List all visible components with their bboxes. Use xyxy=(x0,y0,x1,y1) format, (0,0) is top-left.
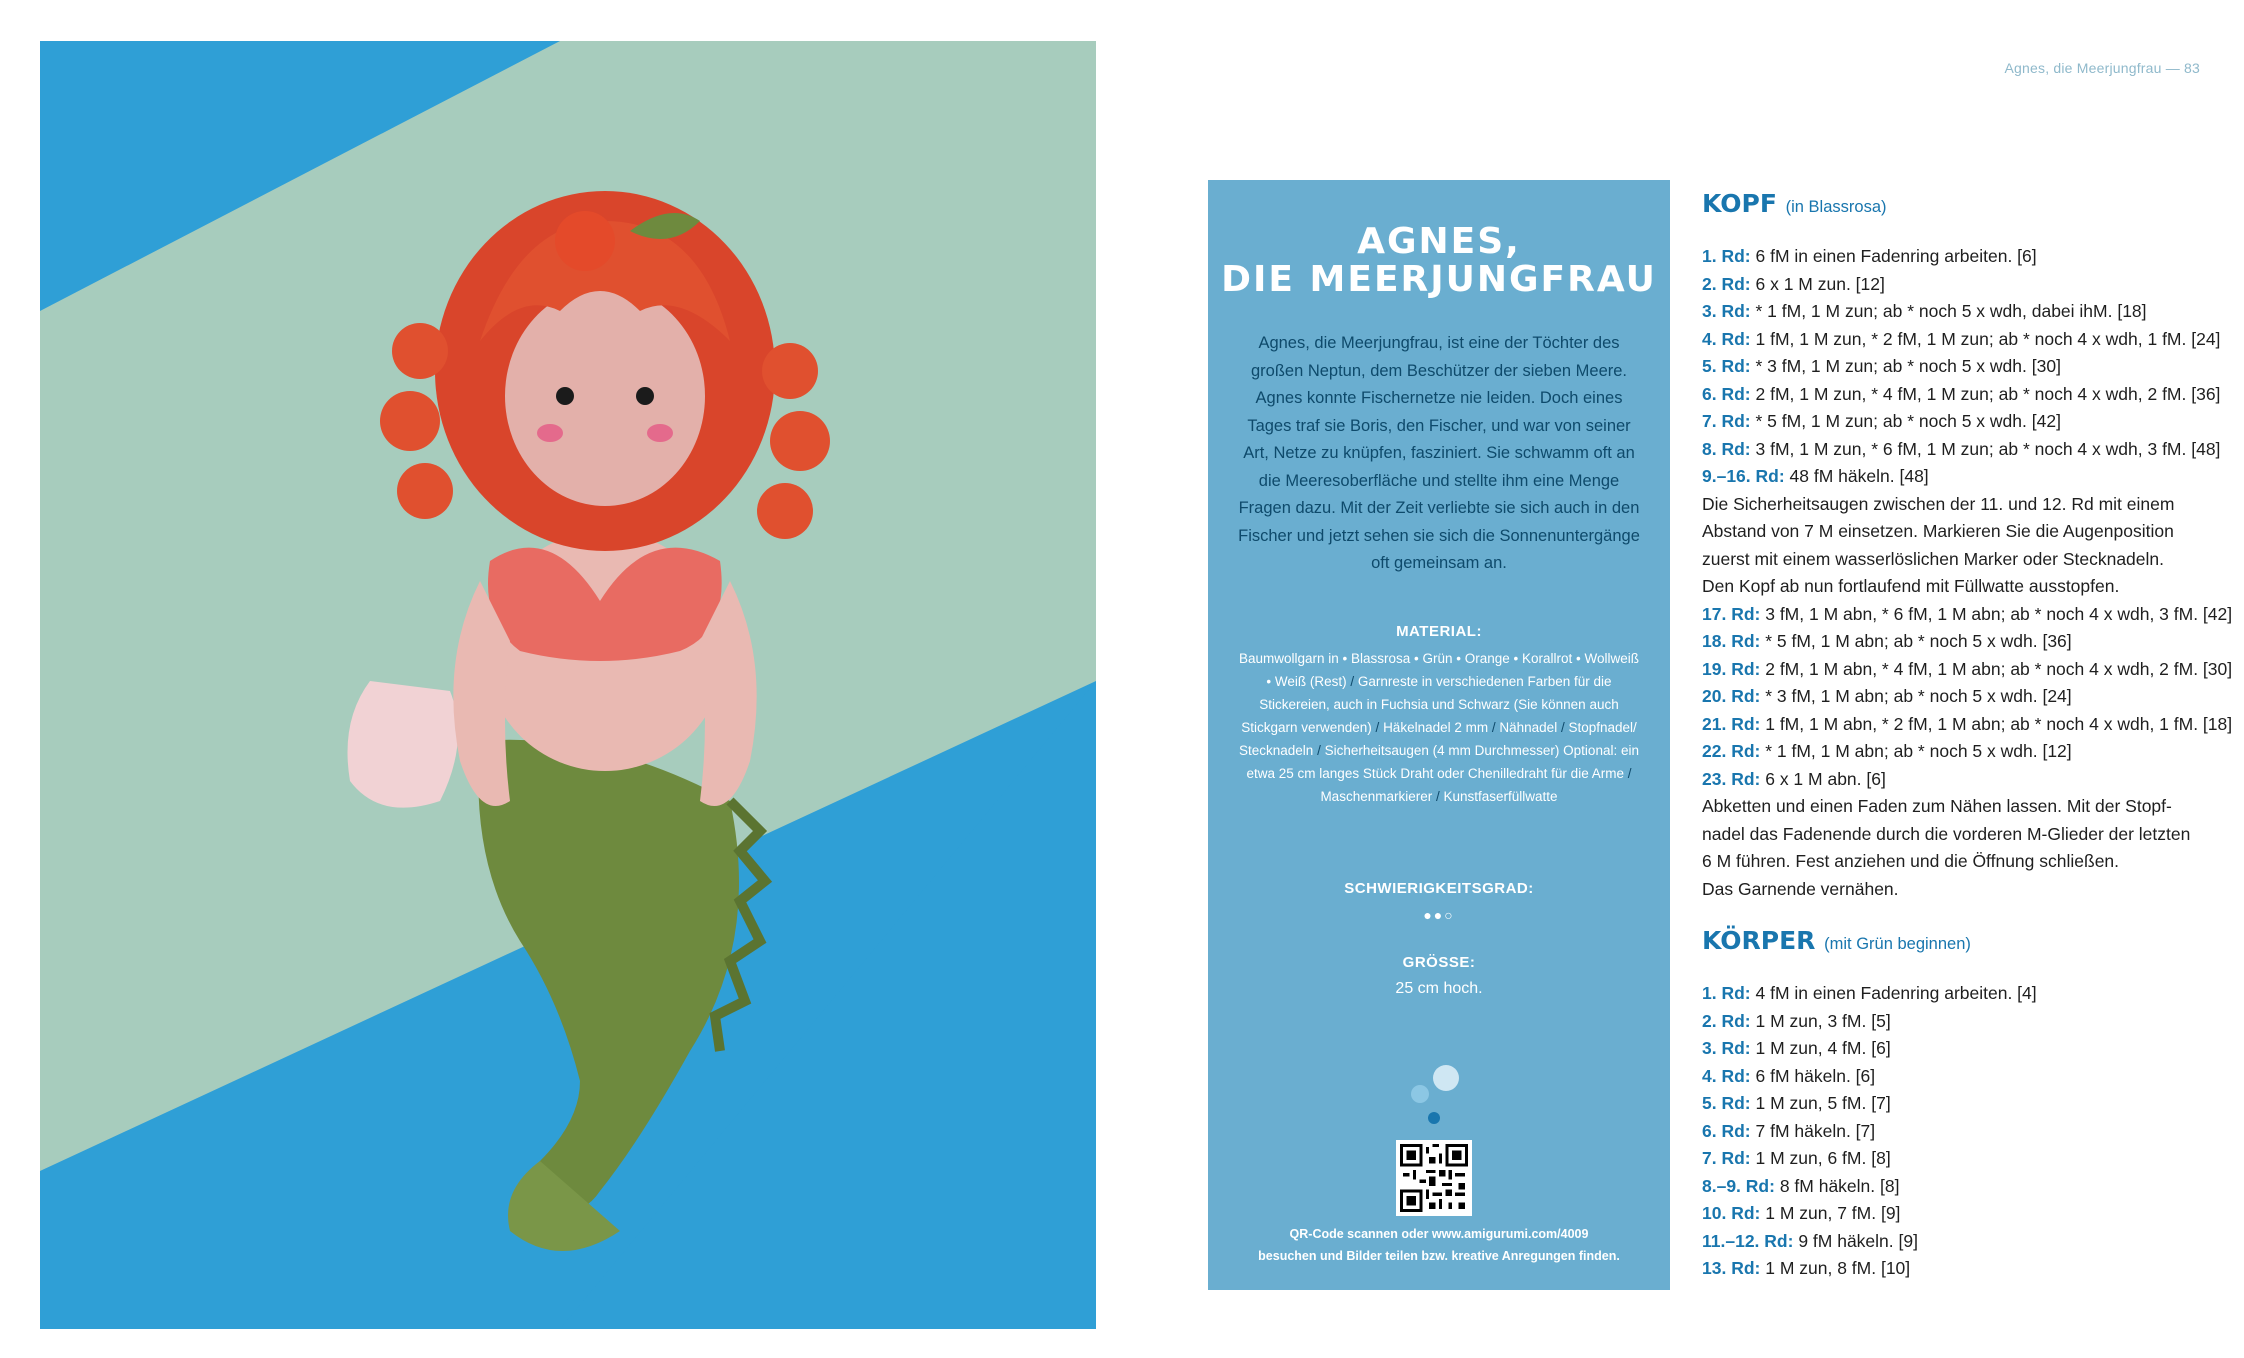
round-text: 1 fM, 1 M abn, * 2 fM, 1 M abn; ab * noch 4 x wdh, 1 fM. [18] xyxy=(1760,713,2233,734)
instruction-row xyxy=(1702,546,2212,574)
instruction-row xyxy=(1702,1173,2212,1201)
round-label: 7. Rd: xyxy=(1702,1148,1751,1168)
round-text: 2 fM, 1 M zun, * 4 fM, 1 M zun; ab * noch 4 x wdh, 2 fM. [36] xyxy=(1750,383,2221,404)
instruction-row xyxy=(1702,353,2212,381)
instruction-row xyxy=(1702,1228,2212,1256)
round-text: * 3 fM, 1 M zun; ab * noch 5 x wdh. [30] xyxy=(1750,356,2061,376)
round-label: 4. Rd: xyxy=(1702,1065,1751,1086)
size-value: 25 cm hoch. xyxy=(1395,980,1483,997)
round-text: * 5 fM, 1 M zun; ab * noch 5 x wdh. [42] xyxy=(1750,411,2061,431)
round-label: 1. Rd: xyxy=(1702,246,1751,266)
round-label: 6. Rd: xyxy=(1702,383,1751,404)
round-text: * 1 fM, 1 M zun; ab * noch 5 x wdh, dabei ihM. [18] xyxy=(1750,301,2147,321)
mermaid-amigurumi-photo xyxy=(40,41,1096,1329)
instruction-row xyxy=(1702,738,2212,766)
info-card xyxy=(1208,180,1670,1290)
round-text: 7 fM häkeln. [7] xyxy=(1750,1120,1876,1141)
material-item: Nähnadel xyxy=(1499,720,1561,735)
round-label: 8.–9. Rd: xyxy=(1702,1175,1775,1196)
round-text: 6 x 1 M abn. [6] xyxy=(1760,768,1886,789)
running-header: Agnes, die Meerjungfrau — 83 xyxy=(2004,60,2200,76)
round-label: 23. Rd: xyxy=(1702,768,1761,789)
material-item: Sicherheitsaugen (4 mm Durchmesser) xyxy=(1324,743,1564,758)
round-text: Das Garnende vernähen. xyxy=(1702,878,1899,899)
round-label: 1. Rd: xyxy=(1702,983,1751,1003)
material-separator: / xyxy=(1317,743,1325,758)
instruction-row xyxy=(1702,1035,2212,1063)
round-text: 6 x 1 M zun. [12] xyxy=(1750,273,1885,294)
instruction-row xyxy=(1702,271,2212,299)
instruction-row xyxy=(1702,243,2212,271)
qr-caption xyxy=(1228,1223,1650,1267)
round-text: 3 fM, 1 M zun, * 6 fM, 1 M zun; ab * noch 4 x wdh, 3 fM. [48] xyxy=(1750,438,2221,459)
round-label: 5. Rd: xyxy=(1702,356,1751,376)
koerper-title: KÖRPER xyxy=(1702,926,1816,955)
round-label: 9.–16. Rd: xyxy=(1702,466,1785,486)
round-text: 6 fM häkeln. [6] xyxy=(1750,1065,1876,1086)
card-title-line-2: DIE MEERJUNGFRAU xyxy=(1221,259,1657,300)
round-label: 8. Rd: xyxy=(1702,438,1751,459)
material-item: Kunstfaserfüllwatte xyxy=(1443,789,1558,804)
round-text: * 5 fM, 1 M abn; ab * noch 5 x wdh. [36] xyxy=(1760,631,2072,651)
round-label: 13. Rd: xyxy=(1702,1258,1761,1278)
round-text: 1 M zun, 4 fM. [6] xyxy=(1750,1038,1891,1058)
round-text: 4 fM in einen Fadenring arbeiten. [4] xyxy=(1750,983,2037,1003)
instruction-row xyxy=(1702,766,2212,794)
round-text: nadel das Fadenende durch die vorderen M-Glieder der letzten xyxy=(1702,823,2191,844)
round-text: 9 fM häkeln. [9] xyxy=(1793,1230,1918,1251)
round-label: 10. Rd: xyxy=(1702,1203,1761,1223)
bubbles-icon xyxy=(1400,1056,1470,1132)
round-label: 5. Rd: xyxy=(1702,1093,1751,1113)
instruction-row xyxy=(1702,408,2212,436)
koerper-heading xyxy=(1702,925,2212,960)
material-item: Stopfnadel/ Stecknadeln xyxy=(1239,720,1637,758)
round-text: Den Kopf ab nun fortlaufend mit Füllwatte ausstopfen. xyxy=(1702,576,2120,596)
kopf-heading xyxy=(1702,188,2212,223)
instruction-row xyxy=(1702,656,2233,684)
instruction-row xyxy=(1702,601,2233,629)
round-label: 2. Rd: xyxy=(1702,1010,1751,1031)
instruction-row xyxy=(1702,1200,2212,1228)
round-text: 1 M zun, 7 fM. [9] xyxy=(1760,1203,1901,1223)
difficulty-heading: SCHWIERIGKEITSGRAD: xyxy=(1344,880,1534,897)
instruction-row xyxy=(1702,848,2212,876)
material-separator: / xyxy=(1435,789,1444,804)
round-label: 21. Rd: xyxy=(1702,713,1761,734)
instruction-row xyxy=(1702,298,2212,326)
material-item: Optional: ein etwa 25 cm langes Stück Draht oder Chenilledraht für die Arme xyxy=(1246,743,1639,781)
round-text: zuerst mit einem wasserlöslichen Marker oder Stecknadeln. xyxy=(1702,548,2164,569)
instruction-row xyxy=(1702,683,2212,711)
material-separator: / xyxy=(1350,674,1358,689)
qr-caption-line: besuchen und Bilder teilen bzw. kreative Anregungen finden. xyxy=(1258,1249,1620,1263)
material-separator: / xyxy=(1375,720,1384,735)
difficulty-rating: ●●○ xyxy=(1423,907,1455,923)
size-heading: GRÖSSE: xyxy=(1402,954,1476,971)
kopf-subtitle: (in Blassrosa) xyxy=(1785,198,1887,216)
instruction-row xyxy=(1702,793,2212,821)
instruction-row xyxy=(1702,1255,2212,1283)
round-text: 48 fM häkeln. [48] xyxy=(1784,466,1929,486)
round-text: 1 M zun, 8 fM. [10] xyxy=(1760,1258,1911,1278)
instruction-row xyxy=(1702,876,2212,904)
round-text: 3 fM, 1 M abn, * 6 fM, 1 M abn; ab * noch 4 x wdh, 3 fM. [42] xyxy=(1760,603,2233,624)
round-label: 11.–12. Rd: xyxy=(1702,1230,1794,1251)
material-item: Maschenmarkierer xyxy=(1320,789,1436,804)
round-text: 6 fM in einen Fadenring arbeiten. [6] xyxy=(1750,246,2037,266)
material-item: Häkelnadel 2 mm xyxy=(1383,720,1492,735)
round-text: 1 M zun, 3 fM. [5] xyxy=(1750,1010,1891,1031)
round-text: 1 fM, 1 M zun, * 2 fM, 1 M zun; ab * noch 4 x wdh, 1 fM. [24] xyxy=(1750,328,2221,349)
instruction-row xyxy=(1702,980,2212,1008)
instruction-row xyxy=(1702,1145,2212,1173)
instruction-row xyxy=(1702,711,2233,739)
round-label: 19. Rd: xyxy=(1702,658,1761,679)
round-label: 7. Rd: xyxy=(1702,411,1751,431)
instruction-row xyxy=(1702,381,2221,409)
instruction-row xyxy=(1702,821,2212,849)
instruction-row xyxy=(1702,1090,2212,1118)
round-label: 6. Rd: xyxy=(1702,1120,1751,1141)
material-separator: / xyxy=(1560,720,1569,735)
round-text: 8 fM häkeln. [8] xyxy=(1774,1175,1900,1196)
intro-text: Agnes, die Meerjungfrau, ist eine der Töchter des großen Neptun, dem Beschützer der sieben Meere. Agnes konnte Fischernetze nie leiden. Doch eines Tages traf sie Boris, den Fischer, und war von seiner Art, Netze zu knüpfen, fasziniert. Sie schwamm oft an die Meeresoberfläche und stellte ihm eine Menge Fragen dazu. Mit der Zeit verliebte sie sich auch in den Fischer und jetzt sehen sie sich die Sonnenuntergänge oft gemeinsam an. xyxy=(1238,334,1640,572)
kopf-rows xyxy=(1702,243,2233,903)
round-label: 17. Rd: xyxy=(1702,603,1761,624)
card-title-line-1: AGNES, xyxy=(1357,221,1521,262)
round-text: * 3 fM, 1 M abn; ab * noch 5 x wdh. [24] xyxy=(1760,686,2072,706)
instruction-row xyxy=(1702,1063,2212,1091)
instruction-row xyxy=(1702,1118,2212,1146)
material-list xyxy=(1238,647,1640,808)
instruction-row xyxy=(1702,491,2212,519)
qr-code[interactable] xyxy=(1396,1140,1472,1216)
round-text: Abstand von 7 M einsetzen. Markieren Sie die Augenposition xyxy=(1702,521,2174,541)
instruction-row xyxy=(1702,463,2212,491)
round-text: 6 M führen. Fest anziehen und die Öffnung schließen. xyxy=(1702,851,2120,871)
material-separator: / xyxy=(1627,766,1632,781)
koerper-subtitle: (mit Grün beginnen) xyxy=(1824,935,1971,953)
instruction-row xyxy=(1702,628,2212,656)
koerper-rows xyxy=(1702,980,2212,1283)
round-text: Die Sicherheitsaugen zwischen der 11. und 12. Rd mit einem xyxy=(1702,493,2175,514)
instruction-row xyxy=(1702,573,2212,601)
round-label: 3. Rd: xyxy=(1702,1038,1751,1058)
material-separator: / xyxy=(1491,720,1500,735)
round-label: 20. Rd: xyxy=(1702,686,1761,706)
round-label: 22. Rd: xyxy=(1702,741,1761,761)
round-text: 1 M zun, 6 fM. [8] xyxy=(1750,1148,1891,1168)
instructions-column xyxy=(1702,188,2233,1283)
round-text: * 1 fM, 1 M abn; ab * noch 5 x wdh. [12] xyxy=(1760,741,2072,761)
qr-caption-line: QR-Code scannen oder www.amigurumi.com/4009 xyxy=(1289,1227,1589,1241)
instruction-row xyxy=(1702,326,2221,354)
kopf-title: KOPF xyxy=(1702,189,1777,218)
material-heading: MATERIAL: xyxy=(1396,623,1482,640)
round-text: Abketten und einen Faden zum Nähen lassen. Mit der Stopf- xyxy=(1702,796,2172,816)
round-label: 18. Rd: xyxy=(1702,631,1761,651)
instruction-row xyxy=(1702,436,2221,464)
instruction-row xyxy=(1702,518,2212,546)
material-item: Baumwollgarn in • Blassrosa • Grün • Orange • Korallrot • Wollweiß • Weiß (Rest) xyxy=(1238,651,1640,689)
round-text: 2 fM, 1 M abn, * 4 fM, 1 M abn; ab * noch 4 x wdh, 2 fM. [30] xyxy=(1760,658,2233,679)
material-item: Garnreste in verschiedenen Farben für die Stickereien, auch in Fuchsia und Schwarz (Sie können auch Stickgarn verwenden) xyxy=(1241,674,1619,735)
round-label: 3. Rd: xyxy=(1702,301,1751,321)
instruction-row xyxy=(1702,1008,2212,1036)
round-label: 2. Rd: xyxy=(1702,273,1751,294)
round-label: 4. Rd: xyxy=(1702,328,1751,349)
round-text: 1 M zun, 5 fM. [7] xyxy=(1750,1093,1891,1113)
